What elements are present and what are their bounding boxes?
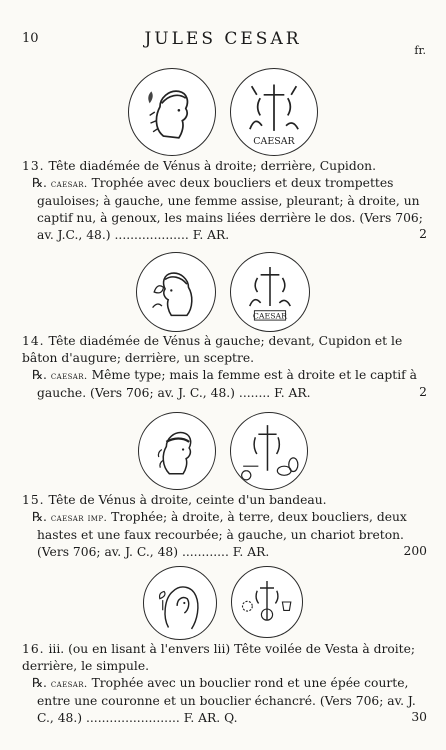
entry-13-heading: Tête diadémée de Vénus à droite; derrière, Cupidon. xyxy=(48,159,376,173)
entry-14-leader: ........ xyxy=(238,386,271,400)
coin-16-obverse-image xyxy=(143,566,217,640)
coin-13-reverse-image xyxy=(230,68,318,156)
coin-pair-14 xyxy=(0,252,446,332)
currency-unit: fr. xyxy=(414,44,426,57)
coin-14-reverse-image xyxy=(230,252,310,332)
entry-15-leader: ............ xyxy=(181,545,229,559)
entry-13-reverse-mark: ℞. xyxy=(32,176,47,190)
entry-13-description: Trophée avec deux boucliers et deux trompettes gauloises; à gauche, une femme assise, pleurant; à droite, un captif nu, à genoux, les mains liées derrière le dos. xyxy=(37,176,420,225)
coin-pair-13 xyxy=(0,68,446,156)
coin-13-obverse-image xyxy=(128,68,216,156)
entry-16-heading: iii. (ou en lisant à l'envers lii) Tête voilée de Vesta à droite; derrière, le simpule. xyxy=(22,642,416,673)
entry-13-metal: F. AR. xyxy=(192,228,230,242)
entry-14-reverse-mark: ℞. xyxy=(32,368,47,382)
catalog-entry-13 xyxy=(22,158,427,244)
entry-14-price: 2 xyxy=(419,385,427,399)
coin-pair-16 xyxy=(0,566,446,640)
coin-14-obverse-image xyxy=(136,252,216,332)
entry-13-legend: caesar. xyxy=(50,178,88,190)
entry-14-heading: Tête diadémée de Vénus à gauche; devant, Cupidon et le bâton d'augure; derrière, un sceptre. xyxy=(22,334,403,365)
coin-15-reverse-image xyxy=(230,412,308,490)
catalog-entry-15 xyxy=(22,492,427,561)
catalog-entry-16 xyxy=(22,641,427,727)
entry-13-date-ref: (Vers 706; av. J.C., 48.) xyxy=(37,211,423,242)
entry-16-number: 16. xyxy=(22,642,45,656)
running-title: JULES CESAR xyxy=(144,29,302,49)
coin-16-reverse-image xyxy=(231,566,303,638)
entry-15-metal: F. AR. xyxy=(232,545,270,559)
entry-15-legend: caesar imp. xyxy=(50,512,108,524)
entry-14-description: Même type; mais la femme est à droite et le captif à gauche. xyxy=(37,368,417,400)
entry-16-price: 30 xyxy=(411,710,427,724)
entry-16-legend: caesar. xyxy=(50,678,88,690)
entry-14-metal: F. AR. xyxy=(274,386,311,400)
entry-16-leader: ........................ xyxy=(85,711,180,725)
entry-15-price: 200 xyxy=(403,544,427,558)
entry-15-date-ref: (Vers 706; av. J. C., 48) xyxy=(37,545,179,559)
entry-16-description: Trophée avec un bouclier rond et une épée courte, entre une couronne et un bouclier échancré. xyxy=(37,676,409,708)
entry-14-number: 14. xyxy=(22,334,45,348)
coin-13-reverse-legend: CAESAR xyxy=(253,135,295,147)
entry-14-date-ref: (Vers 706; av. J. C., 48.) xyxy=(90,386,235,400)
coin-14-reverse-legend: CAESAR xyxy=(252,311,288,321)
entry-15-number: 15. xyxy=(22,493,45,507)
entry-15-reverse-mark: ℞. xyxy=(32,510,47,524)
entry-16-metal: F. AR. Q. xyxy=(183,711,238,725)
catalog-entry-14 xyxy=(22,333,427,402)
entry-16-date-ref: (Vers 706; av. J. C., 48.) xyxy=(37,694,416,725)
entry-15-heading: Tête de Vénus à droite, ceinte d'un bandeau. xyxy=(48,493,327,507)
coin-pair-15 xyxy=(0,412,446,490)
entry-14-legend: caesar. xyxy=(50,370,88,382)
entry-16-reverse-mark: ℞. xyxy=(32,676,47,690)
page-number: 10 xyxy=(22,31,39,46)
entry-13-price: 2 xyxy=(419,227,427,241)
entry-13-leader: ................... xyxy=(114,228,189,242)
coin-15-obverse-image xyxy=(138,412,216,490)
entry-13-number: 13. xyxy=(22,159,45,173)
entry-15-description: Trophée; à droite, à terre, deux boucliers, deux hastes et une faux recourbée; à gauche, un chariot breton. xyxy=(37,510,407,542)
